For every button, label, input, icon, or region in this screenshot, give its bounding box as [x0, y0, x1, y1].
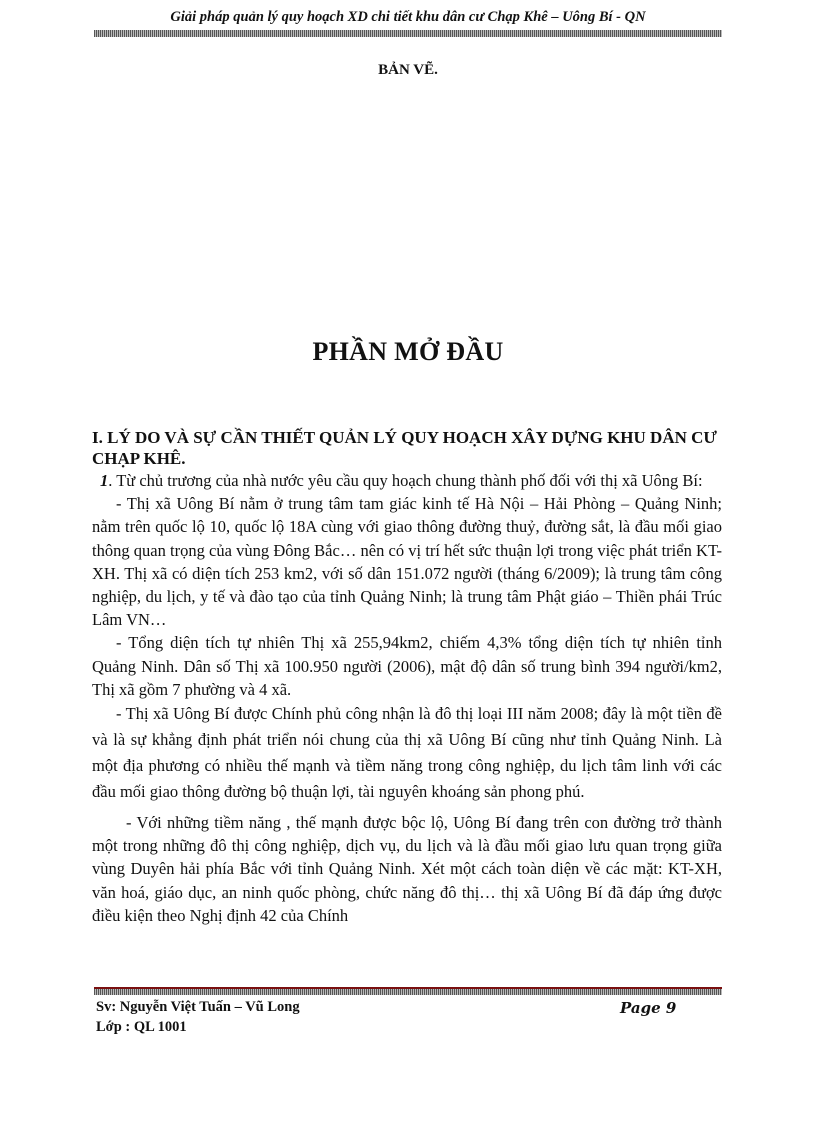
- item-text: . Từ chủ trương của nhà nước yêu cầu quy hoạch chung thành phố đối với thị xã Uông Bí:: [108, 471, 703, 490]
- header-divider: [94, 30, 722, 37]
- paragraph: - Với những tiềm năng , thế mạnh được bộc lộ, Uông Bí đang trên con đường trở thành một trong những đô thị công nghiệp, dịch vụ, du lịch và là đầu mối giao lưu quan trọng giữa vùng Duyên hải phía Bắc với tỉnh Quảng Ninh. Xét một cách toàn diện về các mặt: KT-XH, văn hoá, giáo dục, an ninh quốc phòng, chức năng đô thị… thị xã Uông Bí đã đáp ứng được điều kiện theo Nghị định 42 của Chính: [92, 813, 722, 925]
- page-number: Page 9: [620, 999, 677, 1017]
- footer-divider: [94, 987, 722, 995]
- item-1-paragraph: [92, 469, 722, 492]
- paragraph: - Thị xã Uông Bí nằm ở trung tâm tam giác kinh tế Hà Nội – Hải Phòng – Quảng Ninh; nằm trên quốc lộ 10, quốc lộ 18A cùng với giao thông đường thuỷ, đường sắt, là đầu mối giao thông quan trọng của vùng Đông Bắc… nên có vị trí hết sức thuận lợi trong việc phát triển KT-XH. Thị xã có diện tích 253 km2, với số dân 151.072 người (tháng 6/2009); là trung tâm công nghiệp, du lịch, y tế và đào tạo của tỉnh Quảng Ninh; là trung tâm Phật giáo – Thiền phái Trúc Lâm VN…: [92, 494, 722, 630]
- body-text: [92, 469, 722, 927]
- paragraph: - Tổng diện tích tự nhiên Thị xã 255,94km2, chiếm 4,3% tổng diện tích tự nhiên tỉnh Quảng Ninh. Dân số Thị xã 100.950 người (2006), mật độ dân số trung bình 394 người/km2, Thị xã gồm 7 phường và 4 xã.: [92, 633, 722, 699]
- item-number: 1: [100, 471, 109, 490]
- footer-author: Sv: Nguyễn Việt Tuấn – Vũ Long: [96, 999, 300, 1015]
- part-title: PHẦN MỞ ĐẦU: [312, 337, 504, 366]
- section-label: BẢN VẼ.: [378, 62, 438, 78]
- paragraph: - Thị xã Uông Bí được Chính phủ công nhận là đô thị loại III năm 2008; đây là một tiền đề và là sự khẳng định phát triển nói chung của thị xã Uông Bí cũng như tỉnh Quảng Ninh. Là một địa phương có nhiều thế mạnh và tiềm năng trong công nghiệp, du lịch tâm linh với các đầu mối giao thông đường bộ thuận lợi, tài nguyên khoáng sản phong phú.: [92, 704, 722, 802]
- section-heading: I. LÝ DO VÀ SỰ CẦN THIẾT QUẢN LÝ QUY HOẠCH XÂY DỰNG KHU DÂN CƯ CHẠP KHÊ.: [92, 428, 717, 468]
- footer-class: Lớp : QL 1001: [96, 1019, 187, 1035]
- running-header-title: Giải pháp quản lý quy hoạch XD chi tiết khu dân cư Chạp Khê – Uông Bí - QN: [170, 9, 646, 25]
